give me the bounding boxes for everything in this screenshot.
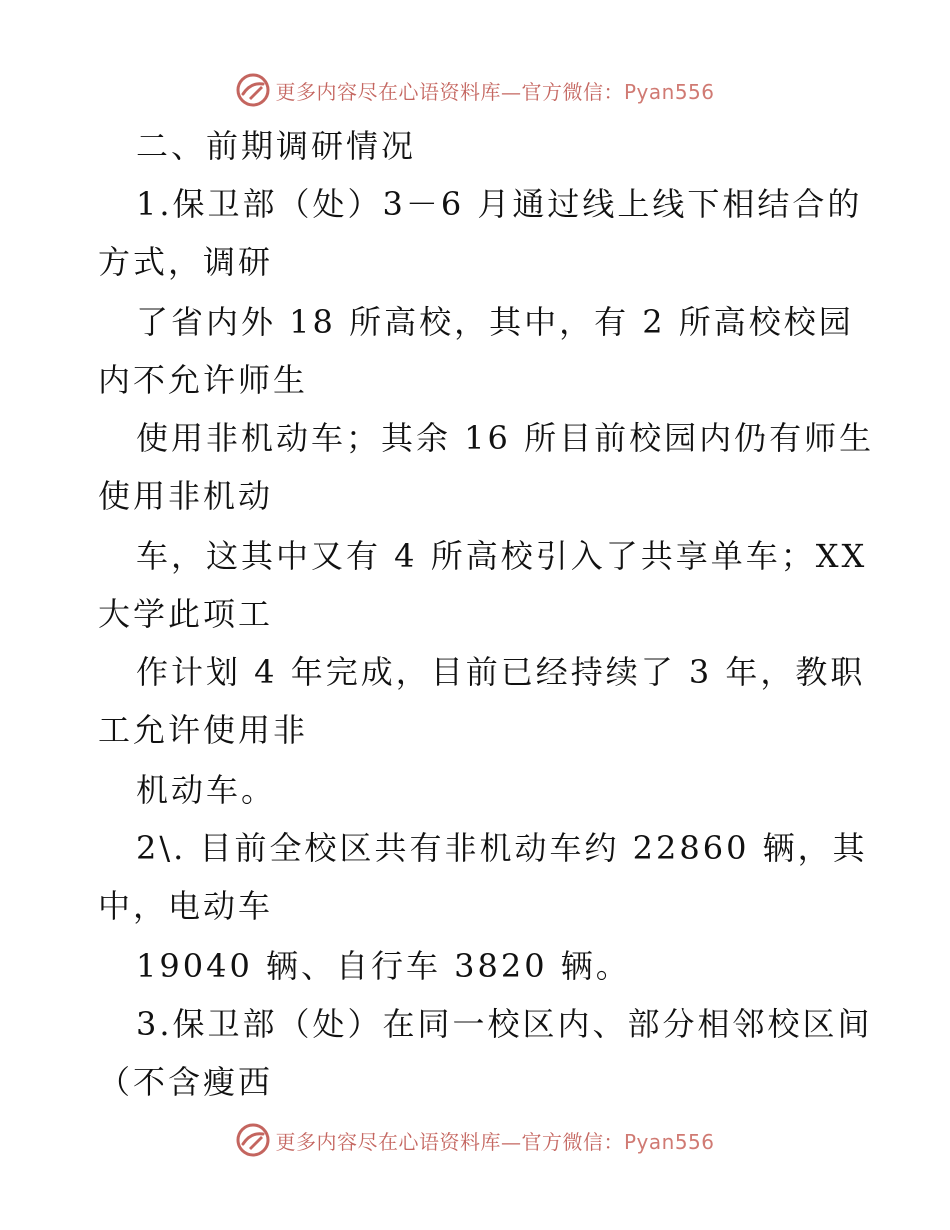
paragraph-line: 1.保卫部（处）3－6 月通过线上线下相结合的	[136, 185, 863, 223]
footer-banner	[0, 1118, 950, 1162]
paragraph-line: 大学此项工	[98, 595, 274, 633]
header-banner	[0, 68, 950, 112]
paragraph-line: 机动车。	[136, 771, 277, 809]
red-swirl-pen-logo-icon	[235, 1122, 271, 1158]
section-heading: 二、前期调研情况	[136, 127, 417, 165]
paragraph-line: 作计划 4 年完成，目前已经持续了 3 年，教职	[136, 653, 866, 691]
header-banner-text: 更多内容尽在心语资料库—官方微信：Pyan556	[275, 79, 715, 104]
paragraph-line: 使用非机动	[98, 477, 274, 515]
footer-banner-text: 更多内容尽在心语资料库—官方微信：Pyan556	[275, 1129, 715, 1154]
paragraph-line: 2\. 目前全校区共有非机动车约 22860 辆，其	[136, 829, 868, 867]
paragraph-line: 方式，调研	[98, 243, 274, 281]
paragraph-line: 了省内外 18 所高校，其中，有 2 所高校校园	[136, 303, 854, 341]
paragraph-line: 19040 辆、自行车 3820 辆。	[136, 947, 631, 985]
paragraph-line: 3.保卫部（处）在同一校区内、部分相邻校区间	[136, 1005, 873, 1043]
paragraph-line: 车，这其中又有 4 所高校引入了共享单车；XX	[136, 537, 868, 575]
paragraph-line: （不含瘦西	[98, 1063, 274, 1101]
paragraph-line: 工允许使用非	[98, 711, 309, 749]
paragraph-line: 内不允许师生	[98, 361, 309, 399]
paragraph-line: 使用非机动车；其余 16 所目前校园内仍有师生	[136, 419, 875, 457]
red-swirl-pen-logo-icon	[235, 72, 271, 108]
paragraph-line: 中，电动车	[98, 887, 274, 925]
